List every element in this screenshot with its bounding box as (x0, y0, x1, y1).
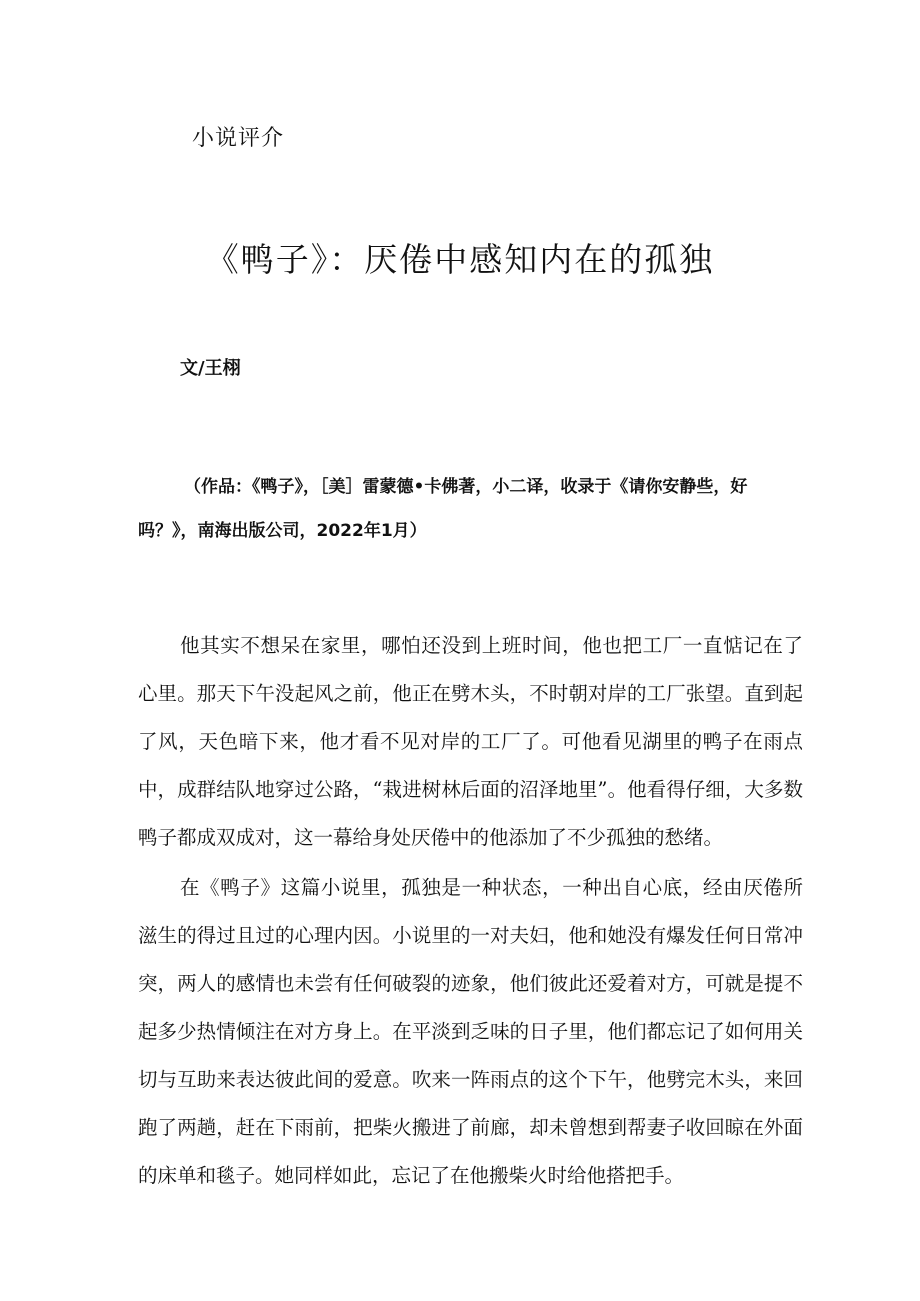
article-title: 《鸭子》：厌倦中感知内在的孤独 (205, 240, 715, 279)
byline: 文/王栩 (180, 358, 241, 379)
paragraph: 在《鸭子》这篇小说里，孤独是一种状态，一种出自心底，经由厌倦所滋生的得过且过的心理内因。小说里的一对夫妇，他和她没有爆发任何日常冲突，两人的感情也未尝有任何破裂的迹象，他们彼此还爱着对方，可就是提不起多少热情倾注在对方身上。在平淡到乏味的日子里，他们都忘记了如何用关切与互助来表达彼此间的爱意。吹来一阵雨点的这个下午，他劈完木头，来回跑了两趟，赶在下雨前，把柴火搬进了前廊，却未曾想到帮妻子收回晾在外面的床单和毯子。她同样如此，忘记了在他搬柴火时给他搭把手。 (138, 876, 803, 1187)
work-info: （作品：《鸭子》，［美］雷蒙德•卡佛著，小二译，收录于《请你安静些，好吗？》，南海出版公司，2022年1月） (138, 477, 748, 541)
paragraph: 他其实不想呆在家里，哪怕还没到上班时间，他也把工厂一直惦记在了心里。那天下午没起风之前，他正在劈木头，不时朝对岸的工厂张望。直到起了风，天色暗下来，他才看不见对岸的工厂了。可他看见湖里的鸭子在雨点中，成群结队地穿过公路，“栽进树林后面的沼泽地里”。他看得仔细，大多数鸭子都成双成对，这一幕给身处厌倦中的他添加了不少孤独的愁绪。 (138, 634, 803, 849)
article-body (138, 622, 803, 1202)
section-label: 小说评介 (192, 126, 285, 151)
